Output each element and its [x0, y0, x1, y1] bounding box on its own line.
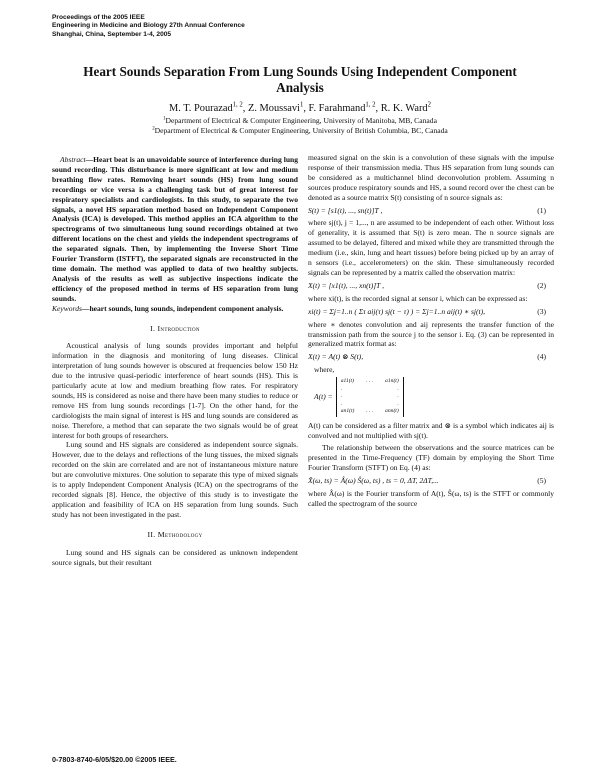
section-heading-methodology: II. Methodology [147, 529, 203, 539]
keywords [52, 304, 298, 314]
affiliations [40, 116, 560, 136]
matrix-cell: . . . [366, 408, 374, 415]
intro-paragraph-1: Acoustical analysis of lung sounds provides important and helpful information in the diagnosis and monitoring of lung diseases. Clinical interpretation of lung sounds however is obscured at frequencies below 150 Hz due to the intrusive quasi-periodic interference of heart sounds (HS). This is particularly acute at low and medium breathing flow rates. For respiratory sounds, HS is considered as noise and there have been many studies to reduce or remove HS from lung sounds recordings [1-7]. On the other hand, for the cardiologists the main signal of interest is HS and lung sounds are considered as noise. Therefore, a method that can separate the two signals would be of great interest for both groups of researchers. [52, 341, 298, 440]
equation-3-number: (3) [537, 306, 546, 316]
matrix-cell: ann(t) [385, 408, 399, 415]
equation-5-number: (5) [537, 476, 546, 486]
section-heading-introduction: I. Introduction [150, 323, 200, 333]
equation-4-number: (4) [537, 352, 546, 362]
author-list: M. T. Pourazad$^{1, 2}$, Z. Moussavi$^1$, F. Farahmand$^{1, 2}$, R. K. Ward$^2$ [168, 101, 432, 114]
equation-2-body: X(t) = [x1(t), ..., xn(t)]T , [308, 280, 385, 290]
equation-1-body: S(t) = [s1(t), ..., sn(t)]T , [308, 205, 383, 215]
paper-title: Heart Sounds Separation From Lung Sounds Using Independent Component Analysis [83, 64, 517, 95]
matrix-row [341, 393, 399, 401]
author-name: R. K. Ward [380, 103, 428, 114]
keywords-text: —heart sounds, lung sounds, independent component analysis. [81, 303, 284, 313]
intro-paragraph-2: Lung sound and HS signals are considered as independent source signals. However, due to the delays and reflections of the lung tissues, the mixed signals recorded on the skin are correlated and are not of instantaneous mixture nature but are convolutive mixtures. One solution to separate this type of mixed signals is to apply Independent Component Analysis (ICA) on the spectrograms of the recorded signals [8]. Hence, the objective of this study is to investigate the application and feasibility of ICA on HS separation from lung sounds. Such study has not been investigated in the past. [52, 440, 298, 519]
author-name: Z. Moussavi [247, 103, 300, 114]
right-paragraph-2: where sj(t), j = 1,..., n are assumed to be independent of each other. Without loss of generality, it is assumed that S(t) is zero mean. The n source signals are assumed to be delayed, filtered and mixed while they are transmitted through the medium (i.e., skin, lung and heart tissues) before being picked up by an array of n sensors (i.e., accelerometers) on the skin. These simultaneously recorded signals can be represented by a matrix called the observation matrix: [308, 218, 554, 277]
author-sup: 1, 2 [365, 101, 376, 109]
matrix-row [341, 408, 399, 416]
equation-1-number: (1) [537, 205, 546, 215]
right-column [308, 153, 554, 509]
author-name: F. Farahmand [308, 103, 366, 114]
matrix-a [314, 377, 554, 417]
right-paragraph-7: where Â(ω) is the Fourier transform of A(t), Ŝ(ω, ts) is the STFT or commonly called the spectrogram of the source [308, 489, 554, 508]
matrix-cell: a11(t) [340, 378, 354, 385]
matrix-row [341, 378, 399, 386]
header-line-2: Engineering in Medicine and Biology 27th Annual Conference [52, 22, 245, 30]
abstract-text: —Heart beat is an unavoidable source of interference during lung sound recording. This disturbance is more significant at low and medium breathing flow rates. Removing heart sounds (HS) from lung sound recordings or vice versa is a challenging task but of great interest for respiratory specialists and cardiologists. In this study, to separate the two signals, a novel HS separation method based on Independent Component Analysis (ICA) is developed. This method applies an ICA algorithm to the spectrograms of two simultaneous lung sound recordings obtained at two different locations on the chest and yields the independent spectrograms of the separated signals. Then, by implementing the Inverse Short Time Fourier Transform (ISTFT), the separated signals are reconstructed in the time domain. The method was applied to data of two healthy subjects. Analysis of the results as well as subjective inspections indicate the efficiency of the proposed method in terms of HS separation from lung sounds. [52, 155, 298, 303]
matrix-row [341, 386, 399, 394]
matrix-cell: . [340, 385, 343, 392]
equation-5-body: X̂(ω, ts) = Â(ω) Ŝ(ω, ts) , ts = 0, ΔT, 2ΔT,... [308, 476, 439, 486]
method-paragraph-1: Lung sound and HS signals can be considered as unknown independent source signals, but their resultant [52, 547, 298, 567]
matrix-body [336, 377, 404, 417]
author-name: M. T. Pourazad [168, 103, 233, 114]
right-paragraph-6: The relationship between the observations and the source matrices can be presented in the Time-Frequency (TF) domain by employing the Short Time Fourier Transform (STFT) on Eq. (4) as: [308, 443, 554, 473]
equation-2 [308, 281, 554, 291]
where-label: where, [314, 365, 335, 375]
equation-2-number: (2) [537, 280, 546, 290]
affiliation-2 [40, 126, 560, 136]
matrix-label: A(t) = [314, 391, 333, 401]
right-paragraph-1: measured signal on the skin is a convolution of these signals with the impulse response of their transmission media. Thus HS separation from lung sounds can be considered as a multichannel blind deconvolution problem. Assuming n sources produce respiratory sounds and HS, a sound record over the chest can be denoted as a source matrix S(t) consisting of n source signals as: [308, 153, 554, 202]
right-paragraph-3: where xi(t), is the recorded signal at sensor i, which can be expressed as: [308, 293, 528, 303]
matrix-row [341, 401, 399, 409]
proceedings-header [52, 14, 245, 39]
affiliation-1 [40, 116, 560, 126]
abstract [52, 155, 298, 304]
matrix-cell: . [340, 400, 343, 407]
matrix-cell: . [397, 385, 399, 392]
author-sup: 1 [299, 101, 304, 109]
equation-3-body: xi(t) = Σj=1..n ( Στ aij(τ) sj(t − τ) ) = Σj=1..n aij(t) ∗ sj(t), [308, 306, 486, 316]
affil-text: Department of Electrical & Computer Engineering, University of Manitoba, MB, Canada [165, 116, 437, 125]
equation-4 [308, 352, 554, 362]
matrix-cell: . . . [366, 378, 374, 385]
affil-text: Department of Electrical & Computer Engineering, University of British Columbia, BC, Canada [154, 126, 448, 135]
equation-4-body: X(t) = A(t) ⊗ S(t), [308, 352, 364, 362]
header-line-1: Proceedings of the 2005 IEEE [52, 14, 145, 21]
equation-1 [308, 206, 554, 216]
abstract-label: Abstract [60, 155, 86, 164]
affil-sup: 1 [163, 116, 166, 122]
equation-5 [308, 476, 554, 486]
right-paragraph-5: A(t) can be considered as a filter matrix and ⊗ is a symbol which indicates aij is convolved and not multiplied with sj(t). [308, 420, 554, 440]
matrix-cell: . [340, 393, 343, 400]
matrix-cell: a1n(t) [385, 378, 399, 385]
right-paragraph-4: where ∗ denotes convolution and aij represents the transfer function of the transmission path from the source j to the sensor i. Eq. (3) can be represented in generalized matrix format as: [308, 319, 554, 349]
matrix-cell: . [397, 393, 399, 400]
equation-3 [308, 307, 554, 317]
keywords-label: Keywords [52, 303, 82, 313]
matrix-cell: an1(t) [340, 408, 355, 415]
author-sup: 2 [427, 101, 432, 109]
author-sup: 1, 2 [232, 101, 243, 109]
copyright-footer: 0-7803-8740-6/05/$20.00 ©2005 IEEE. [52, 755, 177, 764]
matrix-cell: . [397, 400, 399, 407]
left-column [52, 155, 298, 567]
header-line-3: Shanghai, China, September 1-4, 2005 [52, 30, 172, 38]
affil-sup: 2 [152, 126, 155, 132]
